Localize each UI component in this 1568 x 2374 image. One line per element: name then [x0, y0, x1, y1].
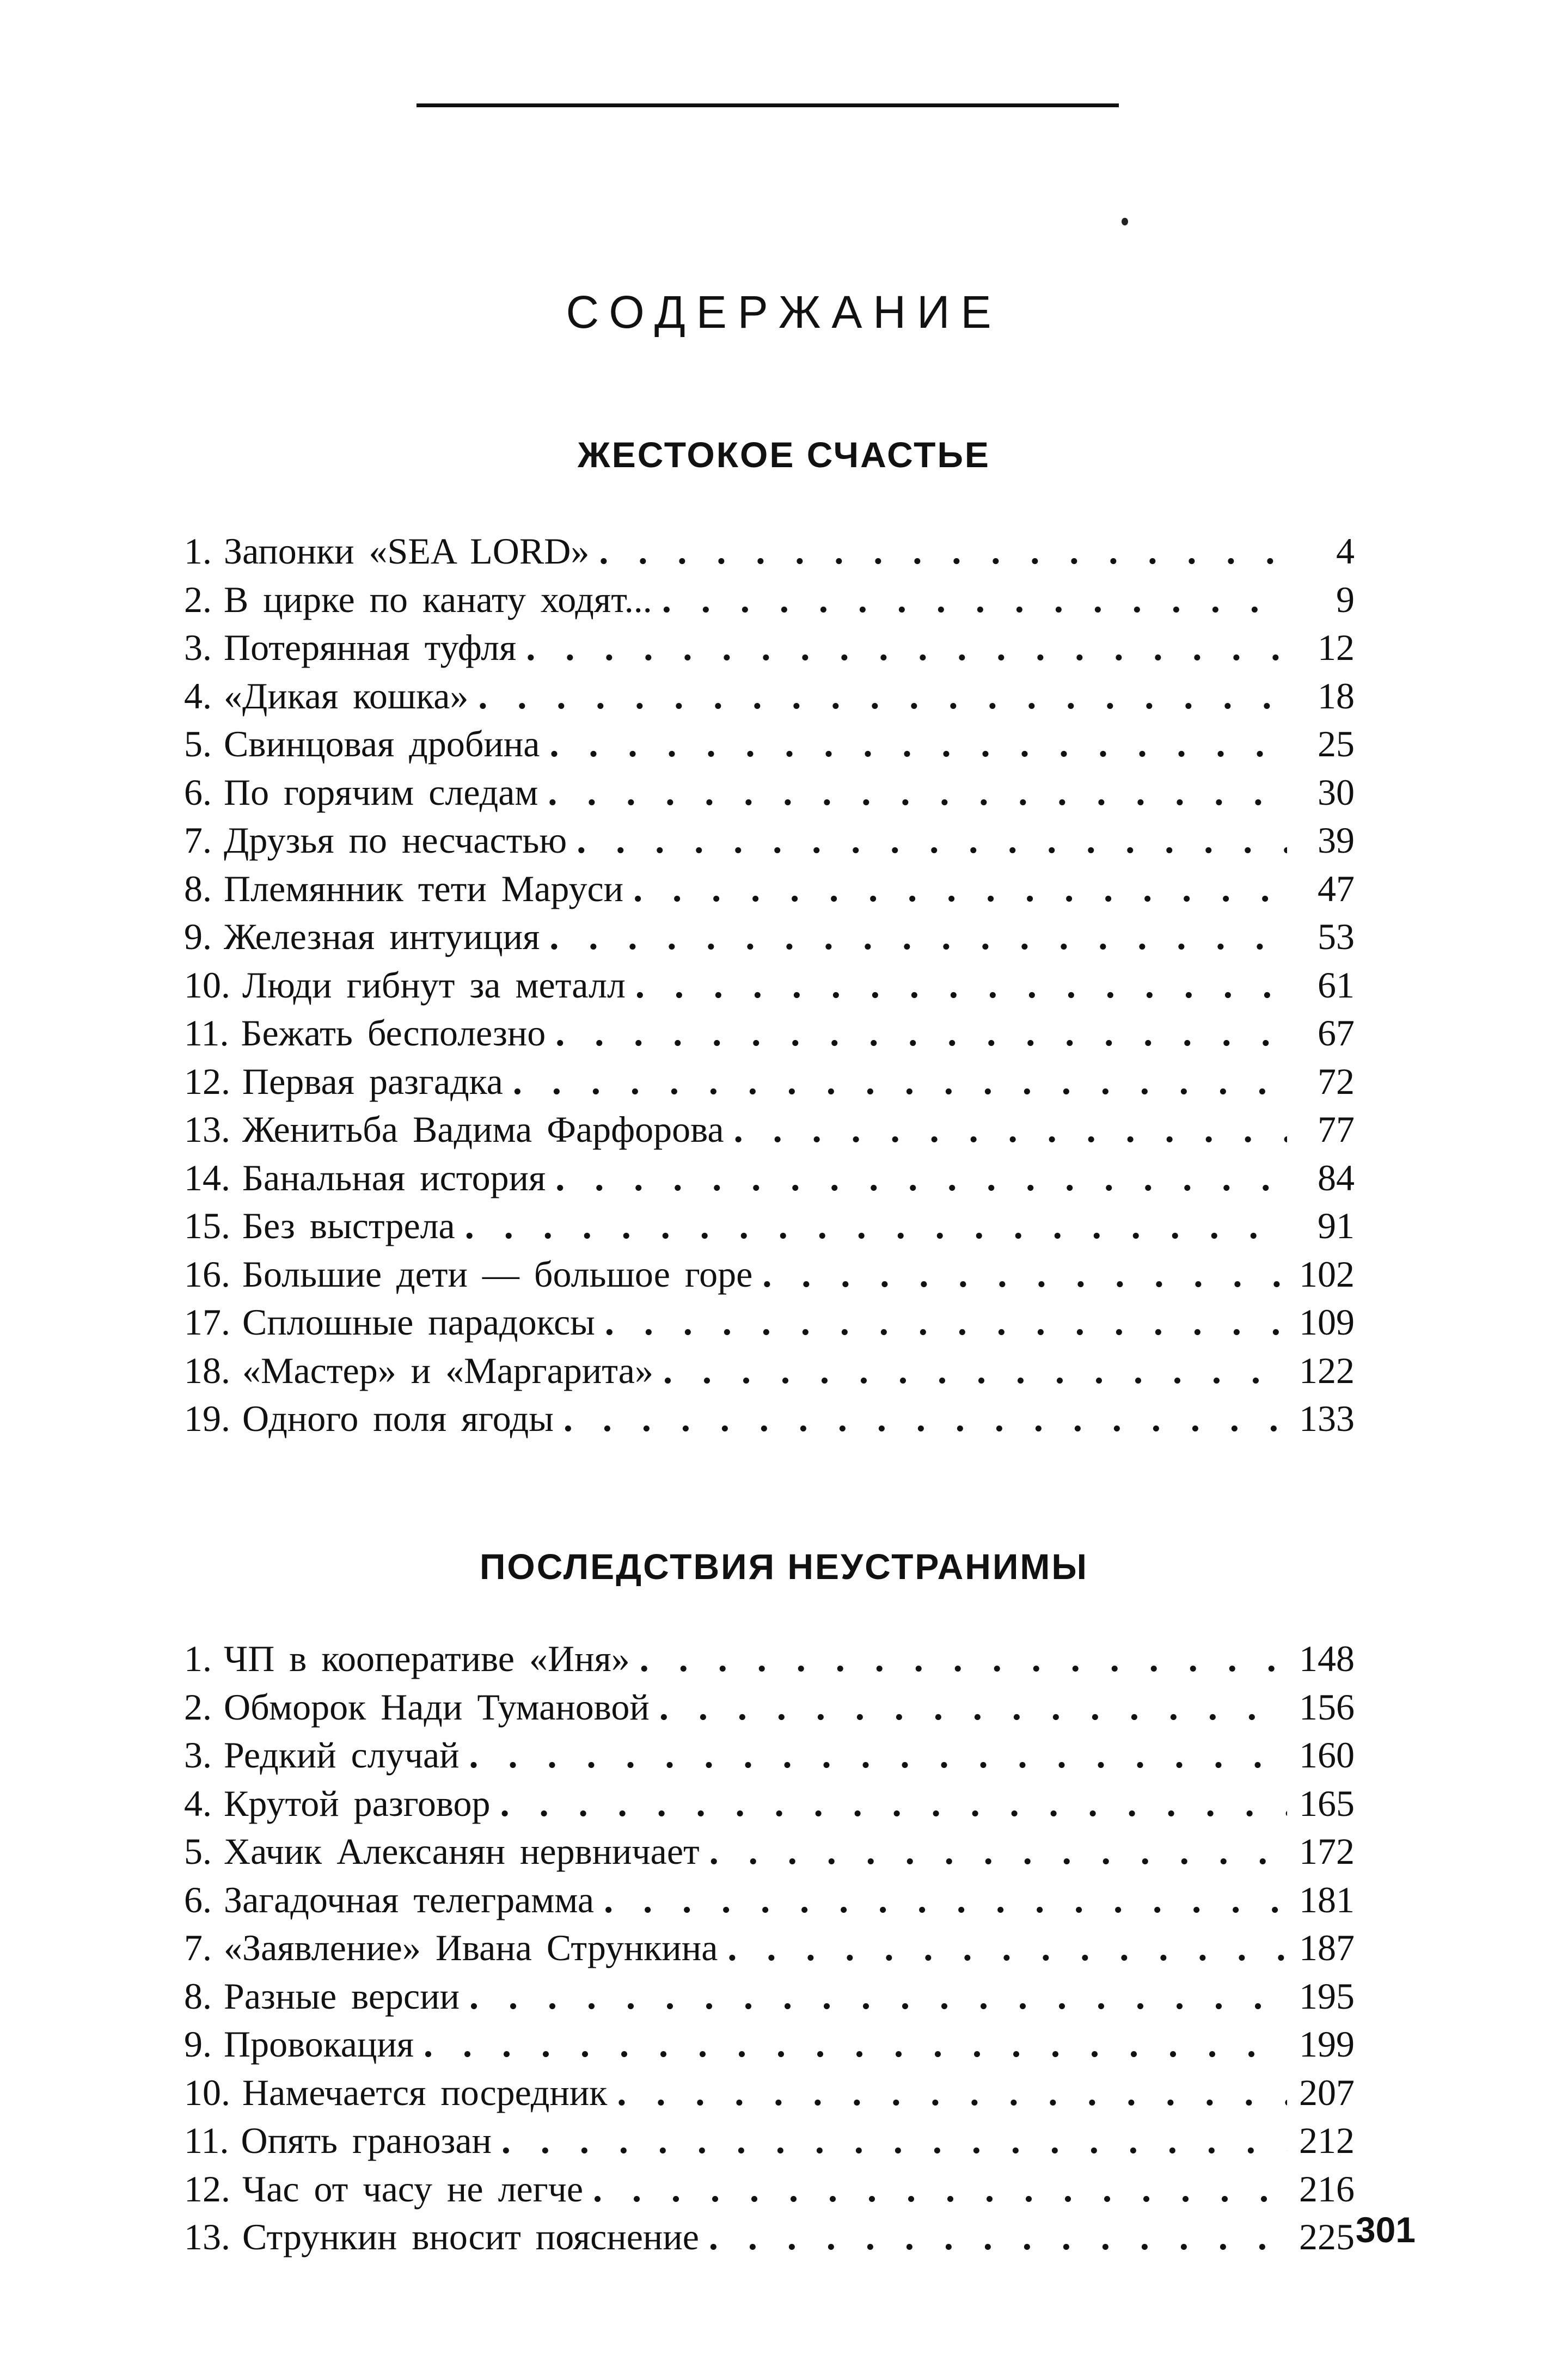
toc-entry-number: 11.: [184, 2120, 229, 2161]
toc-entry: [184, 1827, 1355, 1876]
toc-entry-page: 91: [1318, 1205, 1355, 1246]
dot-leader: [617, 2069, 1287, 2116]
toc-entry: [184, 2213, 1355, 2261]
toc-entry-page: 207: [1299, 2071, 1355, 2113]
toc-entry-title: Крутой разговор: [224, 1782, 491, 1824]
toc-entry-title: Свинцовая дробина: [224, 723, 540, 764]
toc-entry: [184, 768, 1355, 817]
dot-leader: [465, 1202, 1287, 1250]
toc-entry: [184, 1347, 1355, 1395]
toc-entry: [184, 1731, 1355, 1779]
toc-entry-page: 47: [1318, 867, 1355, 909]
toc-entry-number: 7.: [184, 1927, 212, 1968]
toc-entry: [184, 961, 1355, 1009]
toc-entry-title: Первая разгадка: [242, 1060, 503, 1102]
toc-entry-number: 10.: [184, 964, 230, 1006]
toc-entry: [184, 623, 1355, 672]
toc-entry-number: 9.: [184, 2023, 212, 2065]
dot-leader: [659, 1683, 1287, 1731]
dot-leader: [549, 913, 1287, 960]
dot-leader: [605, 1298, 1287, 1346]
toc-entry-number: 14.: [184, 1157, 230, 1198]
toc-entry-number: 8.: [184, 867, 212, 909]
toc-entry-number: 10.: [184, 2071, 230, 2113]
toc-entry-page: 181: [1299, 1879, 1355, 1920]
toc-list: [184, 1635, 1355, 2261]
toc-entry-number: 12.: [184, 1060, 230, 1102]
toc-entry: [184, 1394, 1355, 1443]
toc-entry: [184, 527, 1355, 576]
toc-entry: [184, 2020, 1355, 2069]
toc-entry: [184, 576, 1355, 624]
toc-entry-title: В цирке по канату ходят...: [224, 578, 652, 620]
toc-list: [184, 527, 1355, 1443]
dot-leader: [640, 1635, 1287, 1682]
toc-entry: [184, 1779, 1355, 1828]
toc-entry: [184, 1202, 1355, 1250]
toc-entry-page: 199: [1299, 2023, 1355, 2065]
dot-leader: [663, 1347, 1287, 1394]
dot-leader: [555, 1154, 1287, 1202]
toc-entry-title: «Дикая кошка»: [224, 675, 469, 717]
dot-leader: [526, 623, 1287, 671]
toc-entry-title: Час от часу не легче: [242, 2168, 584, 2210]
toc-entry: [184, 720, 1355, 768]
toc-entry: [184, 1924, 1355, 1972]
toc-entry-number: 12.: [184, 2168, 230, 2210]
toc-entry: [184, 865, 1355, 913]
section-title: ПОСЛЕДСТВИЯ НЕУСТРАНИМЫ: [479, 1546, 1088, 1587]
dot-leader: [478, 672, 1287, 720]
dot-leader: [734, 1105, 1287, 1153]
toc-entry-page: 148: [1299, 1638, 1355, 1679]
toc-entry-number: 17.: [184, 1301, 230, 1343]
toc-entry-title: Запонки «SEA LORD»: [224, 530, 590, 572]
toc-entry-page: 39: [1318, 819, 1355, 861]
toc-entry: [184, 1250, 1355, 1299]
toc-entry-page: 156: [1299, 1686, 1355, 1728]
toc-entry-title: Разные версии: [224, 1975, 460, 2017]
toc-entry-page: 212: [1299, 2120, 1355, 2161]
dot-leader: [548, 768, 1287, 816]
toc-entry-page: 195: [1299, 1975, 1355, 2017]
toc-entry-page: 216: [1299, 2168, 1355, 2210]
page-number: 301: [1355, 2210, 1416, 2250]
toc-entry-title: По горячим следам: [224, 771, 538, 813]
toc-entry-number: 13.: [184, 1109, 230, 1150]
toc-entry-page: 53: [1318, 916, 1355, 957]
toc-entry: [184, 1154, 1355, 1202]
toc-entry-title: Опять гранозан: [241, 2120, 492, 2161]
toc-entry-title: «Мастер» и «Маргарита»: [242, 1349, 653, 1391]
toc-entry-title: Сплошные парадоксы: [242, 1301, 595, 1343]
dot-leader: [662, 576, 1287, 623]
toc-entry: [184, 1057, 1355, 1106]
toc-entry-page: 61: [1318, 964, 1355, 1006]
toc-entry: [184, 1298, 1355, 1347]
toc-entry-title: Бежать бесполезно: [241, 1012, 546, 1054]
toc-entry-title: Женитьба Вадима Фарфорова: [242, 1109, 724, 1150]
dot-leader: [501, 2116, 1287, 2164]
toc-entry-page: 77: [1318, 1109, 1355, 1150]
toc-entry: [184, 2069, 1355, 2117]
toc-entry: [184, 1105, 1355, 1154]
dot-leader: [555, 1009, 1287, 1057]
dot-leader: [424, 2020, 1287, 2068]
dot-leader: [500, 1779, 1287, 1827]
toc-entry-page: 133: [1299, 1398, 1355, 1439]
toc-entry-page: 12: [1318, 627, 1355, 668]
toc-entry-page: 102: [1299, 1253, 1355, 1295]
toc-entry-page: 187: [1299, 1927, 1355, 1968]
toc-entry-title: Редкий случай: [224, 1734, 460, 1776]
dot-leader: [564, 1394, 1287, 1442]
toc-entry-number: 13.: [184, 2216, 230, 2257]
toc-entry: [184, 816, 1355, 865]
toc-entry-page: 109: [1299, 1301, 1355, 1343]
toc-entry-page: 18: [1318, 675, 1355, 717]
toc-entry-title: Хачик Алексанян нервничает: [224, 1831, 700, 1872]
dot-leader: [469, 1731, 1287, 1779]
toc-entry-title: Без выстрела: [242, 1205, 455, 1246]
toc-entry-number: 7.: [184, 819, 212, 861]
toc-entry-page: 122: [1299, 1349, 1355, 1391]
toc-entry-title: ЧП в кооперативе «Иня»: [224, 1638, 630, 1679]
top-rule: [416, 103, 1119, 107]
toc-entry-title: Друзья по несчастью: [224, 819, 567, 861]
toc-entry-title: Одного поля ягоды: [242, 1398, 554, 1439]
toc-entry-number: 1.: [184, 530, 212, 572]
toc-entry-page: 160: [1299, 1734, 1355, 1776]
toc-entry-number: 2.: [184, 578, 212, 620]
toc-entry-page: 84: [1318, 1157, 1355, 1198]
toc-entry-page: 67: [1318, 1012, 1355, 1054]
toc-entry-page: 172: [1299, 1831, 1355, 1872]
toc-entry-number: 5.: [184, 1831, 212, 1872]
toc-entry-page: 4: [1336, 530, 1355, 572]
dot-leader: [549, 720, 1287, 768]
toc-entry-title: Намечается посредник: [242, 2071, 608, 2113]
toc-entry: [184, 1683, 1355, 1731]
section-title: ЖЕСТОКОЕ СЧАСТЬЕ: [578, 435, 990, 475]
toc-entry-title: Потерянная туфля: [224, 627, 517, 668]
toc-entry-number: 9.: [184, 916, 212, 957]
dot-leader: [709, 1827, 1287, 1875]
dot-leader: [635, 961, 1287, 1009]
toc-entry-title: Стрункин вносит пояснение: [242, 2216, 699, 2257]
toc-entry: [184, 1972, 1355, 2021]
toc-entry-number: 19.: [184, 1398, 230, 1439]
toc-entry-title: Большие дети — большое горе: [242, 1253, 753, 1295]
toc-entry-title: Люди гибнут за металл: [242, 964, 626, 1006]
toc-entry-number: 5.: [184, 723, 212, 764]
dot-leader: [727, 1924, 1287, 1972]
toc-entry-number: 8.: [184, 1975, 212, 2017]
toc-entry-page: 30: [1318, 771, 1355, 813]
dot-leader: [469, 1972, 1287, 2020]
dot-leader: [577, 816, 1287, 864]
toc-entry: [184, 2165, 1355, 2213]
toc-entry-number: 11.: [184, 1012, 229, 1054]
toc-entry-number: 6.: [184, 771, 212, 813]
dot-leader: [599, 527, 1287, 575]
dot-leader: [633, 865, 1287, 913]
toc-entry-title: Провокация: [224, 2023, 414, 2065]
toc-entry-number: 2.: [184, 1686, 212, 1728]
dot-leader: [762, 1250, 1287, 1298]
toc-entry-number: 15.: [184, 1205, 230, 1246]
toc-entry-title: Банальная история: [242, 1157, 546, 1198]
page-heading: СОДЕРЖАНИЕ: [566, 286, 1002, 338]
toc-entry-number: 6.: [184, 1879, 212, 1920]
toc-entry-title: Загадочная телеграмма: [224, 1879, 595, 1920]
toc-entry-title: Племянник тети Маруси: [224, 867, 624, 909]
print-speck: [1122, 218, 1128, 225]
toc-entry: [184, 1635, 1355, 1683]
dot-leader: [604, 1876, 1287, 1924]
dot-leader: [709, 2213, 1287, 2261]
toc-entry-page: 25: [1318, 723, 1355, 764]
toc-entry-page: 9: [1336, 578, 1355, 620]
toc-entry-title: «Заявление» Ивана Стрункина: [224, 1927, 718, 1968]
toc-entry-title: Железная интуиция: [224, 916, 540, 957]
toc-entry: [184, 1876, 1355, 1924]
dot-leader: [513, 1057, 1287, 1105]
toc-entry: [184, 2116, 1355, 2165]
toc-entry-number: 4.: [184, 675, 212, 717]
toc-entry-number: 3.: [184, 627, 212, 668]
toc-entry-number: 18.: [184, 1349, 230, 1391]
toc-entry: [184, 913, 1355, 961]
dot-leader: [593, 2165, 1287, 2213]
toc-entry-page: 225: [1299, 2216, 1355, 2257]
toc-entry-number: 16.: [184, 1253, 230, 1295]
toc-entry-number: 3.: [184, 1734, 212, 1776]
toc-entry-title: Обморок Нади Тумановой: [224, 1686, 650, 1728]
toc-entry-page: 72: [1318, 1060, 1355, 1102]
toc-entry-number: 1.: [184, 1638, 212, 1679]
toc-entry-number: 4.: [184, 1782, 212, 1824]
toc-entry: [184, 672, 1355, 720]
toc-entry: [184, 1009, 1355, 1057]
toc-entry-page: 165: [1299, 1782, 1355, 1824]
